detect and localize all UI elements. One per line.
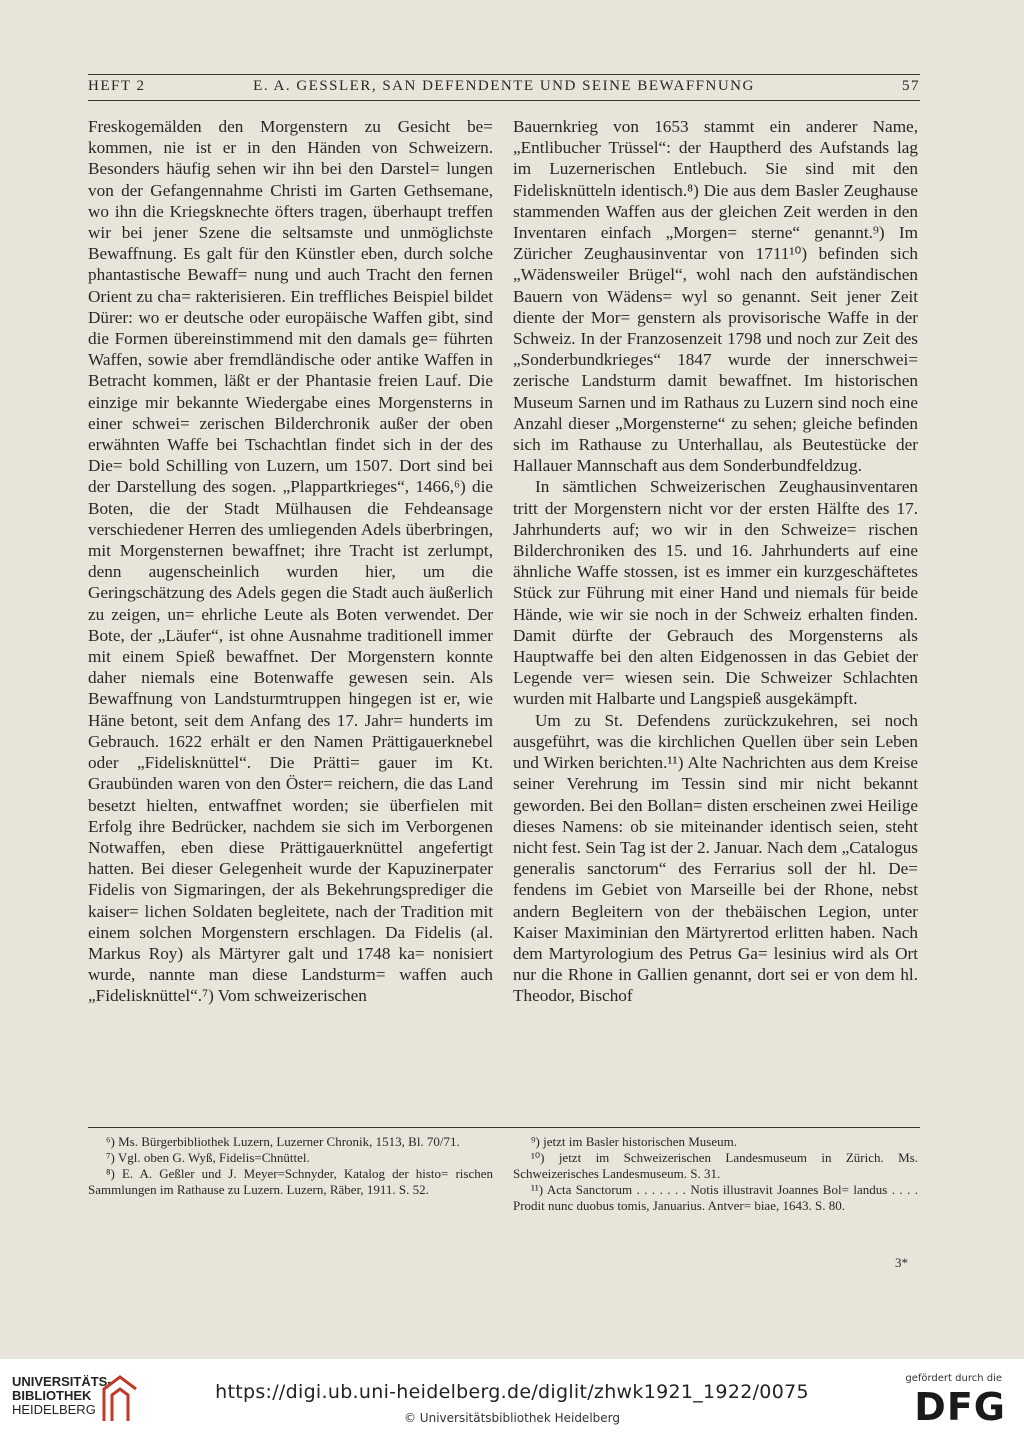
permalink-url[interactable]: https://digi.ub.uni-heidelberg.de/diglit/zhwk1921_1922/0075: [215, 1381, 809, 1403]
copyright-notice: © Universitätsbibliothek Heidelberg: [403, 1411, 620, 1425]
footnote: ⁹) jetzt im Basler historischen Museum.: [531, 1134, 737, 1149]
footnote-rule: [88, 1127, 920, 1128]
paragraph: Um zu St. Defendens zurückzukehren, sei noch ausgeführt, was die kirchlichen Quellen über sein Leben und Wirken berichten.¹¹) Alte Nachrichten aus dem Kreise seiner Verehrung im Tessin sind mir nicht bekannt geworden. Bei den Bollan= disten erscheinen zwei Heilige dieses Namens: ob sie miteinander identisch seien, steht nicht fest. Sein Tag ist der 2. Januar. Nach dem „Catalogus generalis sanctorum“ des Ferrarius soll der hl. De= fendens im Gebiet von Marseille bei der Rhone, nebst andern Begleitern von der thebäischen Legion, unter Kaiser Maximinian den Märtyrertod erlitten haben. Nach dem Martyrologium des Petrus Ga= lesinius wird als Ort nur die Rhone in Gallien genannt, dort sei er von dem hl. Theodor, Bischof: [513, 710, 918, 1006]
issue-label: HEFT 2: [88, 78, 146, 94]
running-title: E. A. GESSLER, SAN DEFENDENTE UND SEINE BEWAFFNUNG: [253, 78, 755, 94]
footnote: ⁸) E. A. Geßler und J. Meyer=Schnyder, Katalog der histo= rischen Sammlungen im Rathause zu Luzern. Luzern, Räber, 1911. S. 52.: [88, 1166, 493, 1197]
header-top-rule: [88, 74, 920, 75]
page-number: 57: [902, 78, 920, 94]
footnote: ¹⁰) jetzt im Schweizerischen Landesmuseum in Zürich. Ms. Schweizerisches Landesmuseum. S. 31.: [513, 1150, 918, 1181]
library-name: UNIVERSITÄTS- BIBLIOTHEK HEIDELBERG: [12, 1374, 112, 1417]
paragraph: Bauernkrieg von 1653 stammt ein anderer Name, „Entlibucher Trüssel“: der Hauptherd des Aufstands lag im Luzernerischen Entlebuch. Sie sind mit den Fidelisknütteln identisch.⁸) Die aus dem Basler Zeughause stammenden Waffen aus der gleichen Zeit werden in den Inventaren einfach „Morgen= sterne“ genannt.⁹) Im Züricher Zeughausinventar von 1711¹⁰) befinden sich „Wädensweiler Brügel“, wohl nach den aufständischen Bauern von Wädens= wyl so genannt. Seit jener Zeit diente der Mor= genstern als provisorische Waffe in der Schweiz. In der Franzosenzeit 1798 und noch zur Zeit des „Sonderbundkrieges“ 1847 wurde der innerschwei= zerische Landsturm damit bewaffnet. Im historischen Museum Sarnen und im Rathaus zu Luzern sind noch eine Anzahl dieser „Morgensterne“ zu sehen; gleiche befinden sich im Rathause zu Unterhallau, als Beutestücke der Hallauer Mannschaft aus dem Sonderbundfeldzug.: [513, 117, 918, 476]
paragraph: Freskogemälden den Morgenstern zu Gesicht be= kommen, nie ist er in den Händen von Schweizern. Besonders häufig sehen wir ihn bei den Darstel= lungen von der Gefangennahme Christi im Garten Gethsemane, wo ihn die Kriegsknechte öfters tragen, überhaupt treffen wir bei jener Szene die seltsamste und unmöglichste Bewaffnung. Es galt für den Künstler eben, durch solche phantastische Bewaff= nung und auch Tracht den fernen Orient zu cha= rakterisieren. Ein treffliches Beispiel bildet Dürer: wo er deutsche oder europäische Waffen gibt, sind die Formen übereinstimmend mit den damals ge= führten Waffen, sowie aber fremdländische oder antike Waffen in Betracht kommen, läßt er der Phantasie freien Lauf. Die einzige mir bekannte Wiedergabe eines Morgensterns in einer schwei= zerischen Bilderchronik außer der oben erwähnten Waffe bei Tschachtlan findet sich in der des Die= bold Schilling von Luzern, um 1507. Dort sind bei der Darstellung des sogen. „Plappartkrieges“, 1466,⁶) die Boten, die der Stadt Mülhausen die Fehdeansage verschiedener Herren des umliegenden Adels überbringen, mit Morgensternen bewaffnet; ihre Tracht ist zerlumpt, denn augenscheinlich wurden hier, um die Geringschätzung des Adels gegen die Stadt auch äußerlich zu zeigen, un= ehrliche Leute als Boten verwendet. Der Bote, der „Läufer“, ist ohne Ausnahme traditionell immer mit einem Spieß bewaffnet. Der Morgenstern konnte daher niemals eine Botenwaffe gewesen sein. Als Bewaffnung von Landsturmtruppen hingegen ist er, wie Häne betont, seit dem Anfang des 17. Jahr= hunderts im Gebrauch. 1622 erhält er den Namen Prättigauerknebel oder „Fidelisknüttel“. Die Prätti= gauer im Kt. Graubünden waren von den Öster= reichern, die das Land besetzt hielten, entwaffnet worden; sie überfielen mit Erfolg ihre Bedrücker, nachdem sie sich im Verborgenen Notwaffen, eben diese Prättigauerknüttel angefertigt hatten. Bei dieser Gelegenheit wurde der Kapuzinerpater Fidelis von Sigmaringen, der als Bekehrungsprediger die kaiser= lichen Soldaten begleitete, nach der Tradition mit einem solchen Morgenstern erschlagen. Da Fidelis (al. Markus Roy) als Märtyrer galt und 1748 ka= nonisiert wurde, nannte man diese Landsturm= waffen auch „Fidelisknüttel“.⁷) Vom schweizerischen: [88, 117, 493, 1006]
running-header: [88, 78, 920, 98]
printer-signature: 3*: [895, 1255, 908, 1270]
left-column: [88, 116, 493, 1007]
dfg-logo: DFG: [914, 1385, 1006, 1429]
footnote: ⁷) Vgl. oben G. Wyß, Fidelis=Chnüttel.: [106, 1150, 310, 1165]
paragraph: In sämtlichen Schweizerischen Zeughausinventaren tritt der Morgenstern nicht vor der ersten Hälfte des 17. Jahrhunderts auf; wo wir in den Schweize= rischen Bilderchroniken des 15. und 16. Jahrhunderts auf eine ähnliche Waffe stossen, ist es immer ein kurzgeschäftetes Stück zur Führung mit einer Hand und niemals für beide Hände, wie wir sie noch in der Schweiz erhalten finden. Damit dürfte der Gebrauch des Morgensterns als Hauptwaffe bei den alten Eidgenossen in das Gebiet der Legende ver= wiesen sein. Die Schweizer Schlachten wurden mit Halbarte und Langspieß ausgekämpft.: [513, 477, 918, 709]
footnote: ⁶) Ms. Bürgerbibliothek Luzern, Luzerner Chronik, 1513, Bl. 70/71.: [106, 1134, 460, 1149]
footnotes-right: [513, 1134, 918, 1214]
footnotes-left: [88, 1134, 493, 1198]
funding-note: gefördert durch die: [905, 1373, 1002, 1384]
header-bottom-rule: [88, 100, 920, 101]
right-column: [513, 116, 918, 1007]
viewer-footer: [0, 1359, 1024, 1439]
footnote: ¹¹) Acta Sanctorum . . . . . . . Notis illustravit Joannes Bol= landus . . . . Prodit nunc duobus tomis, Januarius. Antver= biae, 1643. S. 80.: [513, 1182, 918, 1213]
